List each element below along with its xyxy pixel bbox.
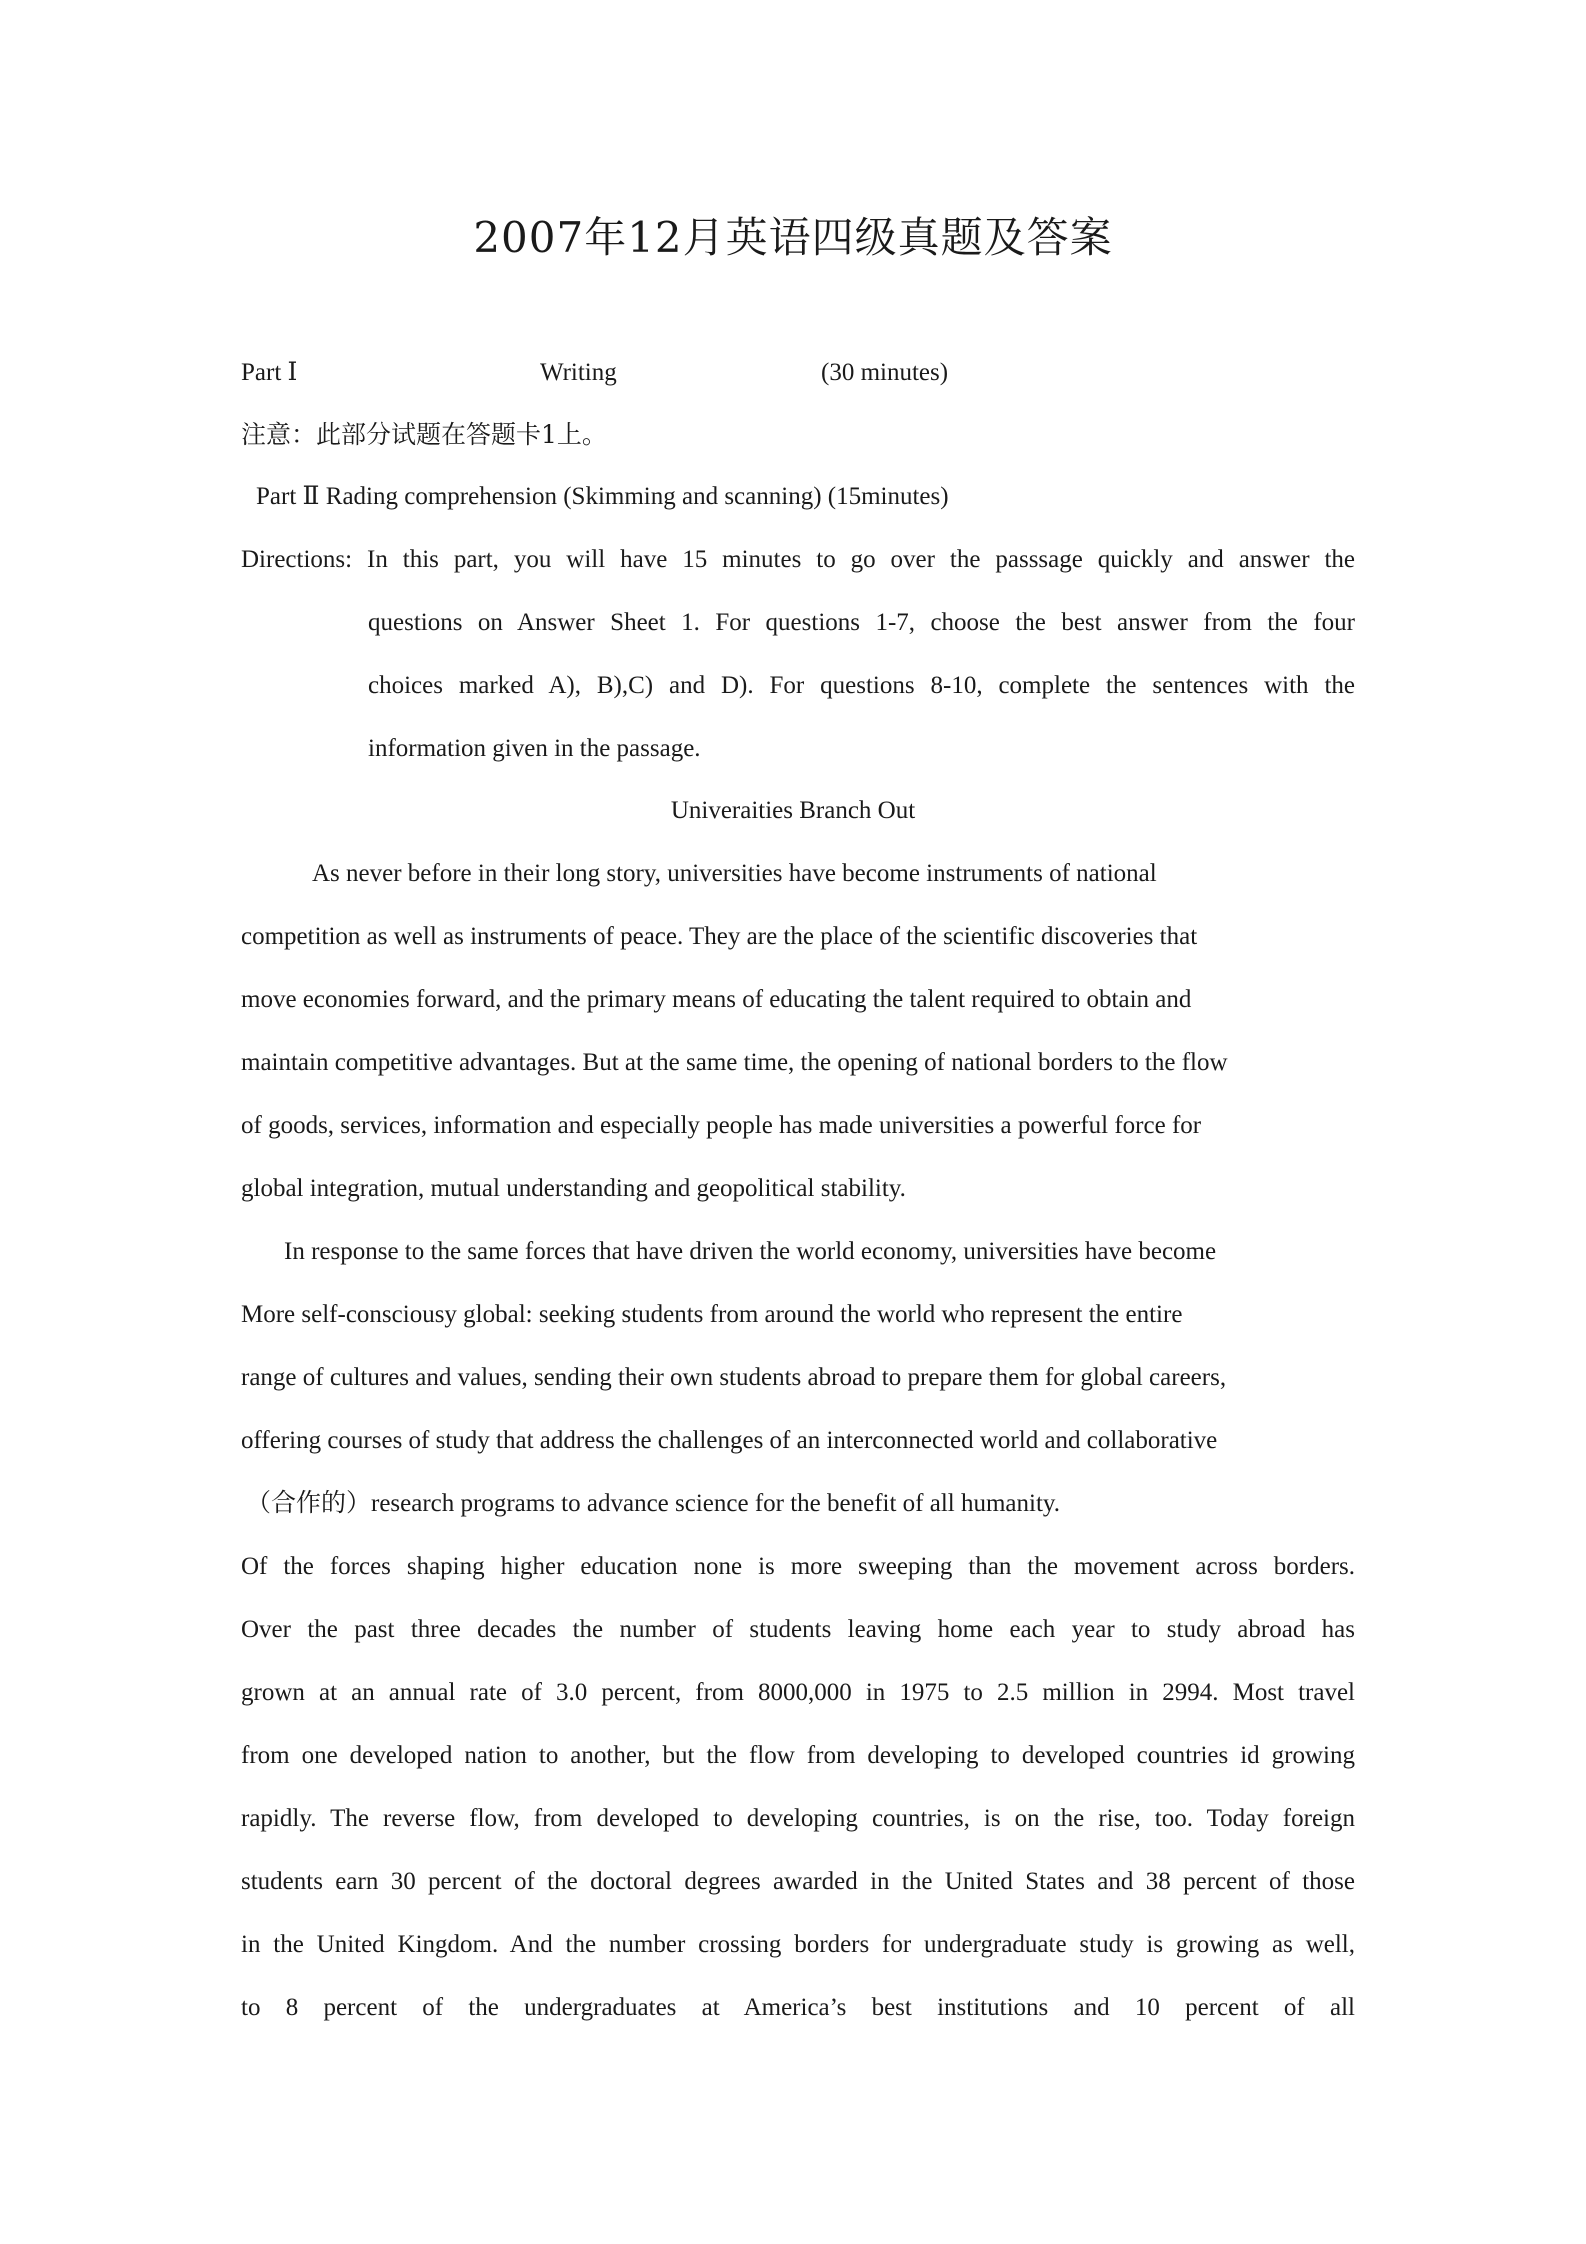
paragraph-3-line: grown at an annual rate of 3.0 percent, from 8000,000 in 1975 to 2.5 million in 2994. Most travel: [241, 1679, 1355, 1706]
paragraph-3-line: from one developed nation to another, but the flow from developing to developed countries id growing: [241, 1742, 1355, 1769]
paragraph-1-line: global integration, mutual understanding and geopolitical stability.: [241, 1175, 906, 1202]
paragraph-3-line: Of the forces shaping higher education none is more sweeping than the movement across borders.: [241, 1553, 1355, 1580]
part2-heading: Part Ⅱ Rading comprehension (Skimming and scanning) (15minutes): [256, 483, 949, 510]
passage-title: Univeraities Branch Out: [670, 797, 916, 824]
part1-note: 注意：此部分试题在答题卡1上。: [241, 420, 607, 449]
directions-line-3: choices marked A), B),C) and D). For questions 8-10, complete the sentences with the: [368, 672, 1355, 699]
directions-line-4: information given in the passage.: [368, 735, 701, 762]
part1-label: Part Ⅰ: [241, 359, 298, 386]
paragraph-1-line: maintain competitive advantages. But at the same time, the opening of national borders to the flow: [241, 1049, 1228, 1076]
document-title: 2007年12月英语四级真题及答案: [473, 213, 1113, 262]
paragraph-1-line: As never before in their long story, universities have become instruments of national: [312, 860, 1157, 887]
part1-time: (30 minutes): [821, 359, 949, 386]
paragraph-1-line: competition as well as instruments of peace. They are the place of the scientific discoveries that: [241, 923, 1198, 950]
directions-line-2: questions on Answer Sheet 1. For questions 1-7, choose the best answer from the four: [368, 609, 1355, 636]
directions-line-1: Directions: In this part, you will have 15 minutes to go over the passsage quickly and answer the: [241, 546, 1355, 573]
paragraph-3-line: Over the past three decades the number of students leaving home each year to study abroad has: [241, 1616, 1355, 1643]
paragraph-3-line: in the United Kingdom. And the number crossing borders for undergraduate study is growing as well,: [241, 1931, 1355, 1958]
paragraph-3-line: students earn 30 percent of the doctoral degrees awarded in the United States and 38 percent of those: [241, 1868, 1355, 1895]
paragraph-1-line: of goods, services, information and especially people has made universities a powerful force for: [241, 1112, 1202, 1139]
paragraph-2-line: In response to the same forces that have driven the world economy, universities have become: [284, 1238, 1217, 1265]
paragraph-2-line: More self-consciousy global: seeking students from around the world who represent the entire: [241, 1301, 1183, 1328]
paragraph-2-line: offering courses of study that address the challenges of an interconnected world and collaborative: [241, 1427, 1218, 1454]
paragraph-3-line: rapidly. The reverse flow, from developed to developing countries, is on the rise, too. Today foreign: [241, 1805, 1355, 1832]
paragraph-2-line: range of cultures and values, sending their own students abroad to prepare them for global careers,: [241, 1364, 1227, 1391]
part1-name: Writing: [540, 359, 617, 386]
paragraph-3-line: to 8 percent of the undergraduates at America’s best institutions and 10 percent of all: [241, 1994, 1355, 2021]
paragraph-2-line: （合作的）research programs to advance science for the benefit of all humanity.: [246, 1490, 1061, 1517]
paragraph-1-line: move economies forward, and the primary means of educating the talent required to obtain and: [241, 986, 1192, 1013]
